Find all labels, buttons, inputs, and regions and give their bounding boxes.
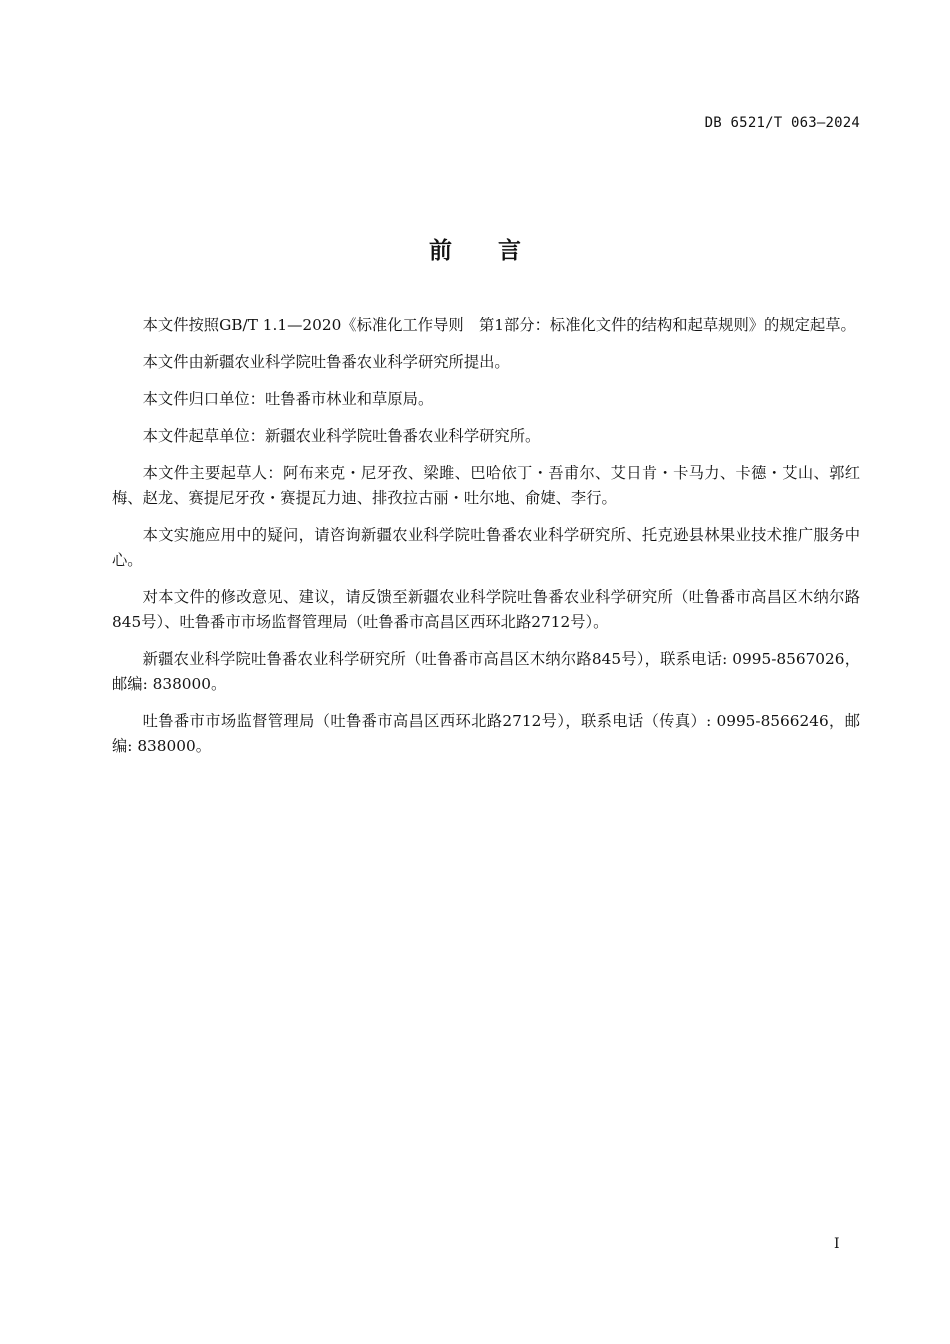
paragraph-main-drafters: 本文件主要起草人：阿布来克・尼牙孜、梁雎、巴哈依丁・吾甫尔、艾日肯・卡马力、卡德・艾山、郭红梅、赵龙、赛提尼牙孜・赛提瓦力迪、排孜拉古丽・吐尔地、俞婕、李行。: [112, 464, 860, 507]
paragraph-responsible-unit: 本文件归口单位：吐鲁番市林业和草原局。: [142, 390, 434, 408]
paragraph-drafting-rules: 本文件按照GB/T 1.1—2020《标准化工作导则 第1部分：标准化文件的结构和起草规则》的规定起草。: [142, 316, 856, 334]
paragraph-feedback: 对本文件的修改意见、建议，请反馈至新疆农业科学院吐鲁番农业科学研究所（吐鲁番市高昌区木纳尔路845号）、吐鲁番市市场监督管理局（吐鲁番市高昌区西环北路2712号）。: [112, 588, 860, 631]
page-title: 前言: [429, 238, 567, 264]
document-code: DB 6521/T 063—2024: [704, 115, 860, 131]
paragraph-inquiries: 本文实施应用中的疑问，请咨询新疆农业科学院吐鲁番农业科学研究所、托克逊县林果业技术推广服务中心。: [112, 526, 860, 569]
paragraph-proposer: 本文件由新疆农业科学院吐鲁番农业科学研究所提出。: [142, 353, 510, 371]
paragraph-drafting-unit: 本文件起草单位：新疆农业科学院吐鲁番农业科学研究所。: [142, 427, 541, 445]
paragraph-institute-contact: 新疆农业科学院吐鲁番农业科学研究所（吐鲁番市高昌区木纳尔路845号），联系电话: 0995-8567026，邮编: 838000。: [112, 650, 860, 693]
paragraph-bureau-contact: 吐鲁番市市场监督管理局（吐鲁番市高昌区西环北路2712号），联系电话（传真）: 0995-8566246，邮编: 838000。: [112, 712, 860, 755]
foreword-body: [112, 313, 860, 771]
page-number: I: [834, 1236, 840, 1252]
